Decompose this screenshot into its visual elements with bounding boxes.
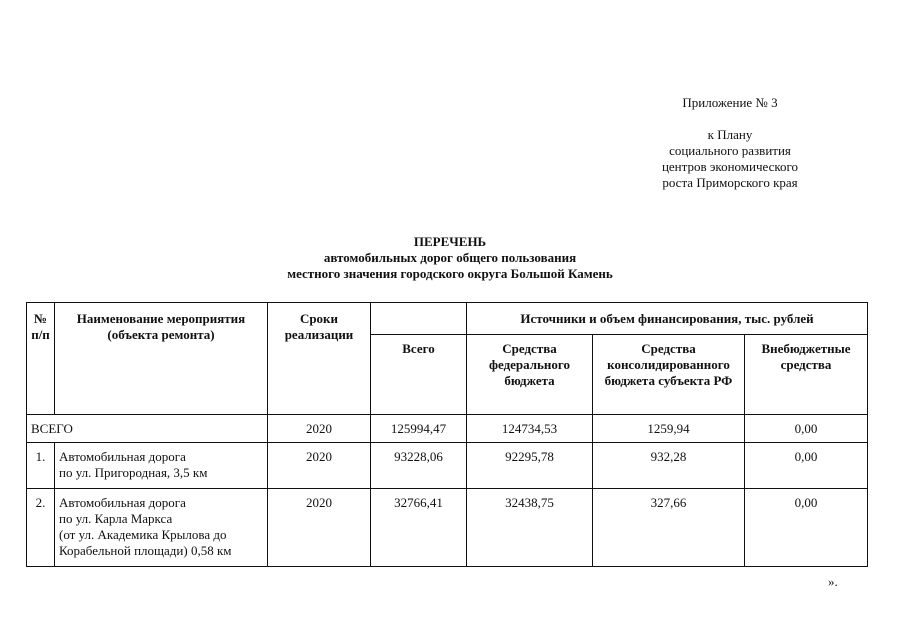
- total-federal: 124734,53: [467, 415, 593, 443]
- row-name-line: по ул. Карла Маркса: [59, 511, 173, 526]
- title-line: местного значения городского округа Большой Камень: [287, 266, 613, 281]
- header-extra: Внебюджетные средства: [745, 335, 868, 415]
- appendix-line: центров экономического: [661, 159, 799, 174]
- row-name: [55, 443, 268, 489]
- header-empty: [371, 303, 467, 335]
- total-regional: 1259,94: [593, 415, 745, 443]
- row-regional: 327,66: [593, 489, 745, 567]
- header-regional: Средства консолидированного бюджета субъекта РФ: [593, 335, 745, 415]
- table-row: [27, 443, 868, 489]
- header-sources: Источники и объем финансирования, тыс. рублей: [467, 303, 868, 335]
- appendix-line: роста Приморского края: [662, 175, 798, 190]
- header-federal: Средства федерального бюджета: [467, 335, 593, 415]
- row-total: 93228,06: [371, 443, 467, 489]
- total-total: 125994,47: [371, 415, 467, 443]
- table-row-total: [27, 415, 868, 443]
- appendix-line: социального развития: [669, 143, 791, 158]
- row-extra: 0,00: [745, 489, 868, 567]
- header-num: № п/п: [27, 303, 55, 415]
- table-row: [27, 489, 868, 567]
- row-num: 1.: [27, 443, 55, 489]
- row-year: 2020: [268, 443, 371, 489]
- row-year: 2020: [268, 489, 371, 567]
- row-regional: 932,28: [593, 443, 745, 489]
- row-name-line: (от ул. Академика Крылова до: [59, 527, 227, 542]
- header-total: Всего: [371, 335, 467, 415]
- document-title: [150, 234, 750, 282]
- row-name-line: Корабельной площади) 0,58 км: [59, 543, 232, 558]
- closing-quote: ».: [828, 574, 838, 589]
- row-name: [55, 489, 268, 567]
- total-extra: 0,00: [745, 415, 868, 443]
- appendix-line: к Плану: [707, 127, 753, 142]
- row-name-line: Автомобильная дорога: [59, 449, 186, 464]
- total-label: ВСЕГО: [27, 415, 268, 443]
- total-year: 2020: [268, 415, 371, 443]
- row-federal: 32438,75: [467, 489, 593, 567]
- row-extra: 0,00: [745, 443, 868, 489]
- row-total: 32766,41: [371, 489, 467, 567]
- row-federal: 92295,78: [467, 443, 593, 489]
- appendix-number: Приложение № 3: [682, 95, 778, 110]
- roads-table: [26, 302, 868, 567]
- title-heading: ПЕРЕЧЕНЬ: [413, 234, 487, 249]
- row-num: 2.: [27, 489, 55, 567]
- header-name: Наименование мероприятия (объекта ремонта): [55, 303, 268, 415]
- title-line: автомобильных дорог общего пользования: [323, 250, 577, 265]
- row-name-line: Автомобильная дорога: [59, 495, 186, 510]
- header-terms: Сроки реализации: [268, 303, 371, 415]
- appendix-header: [640, 95, 820, 191]
- row-name-line: по ул. Пригородная, 3,5 км: [59, 465, 208, 480]
